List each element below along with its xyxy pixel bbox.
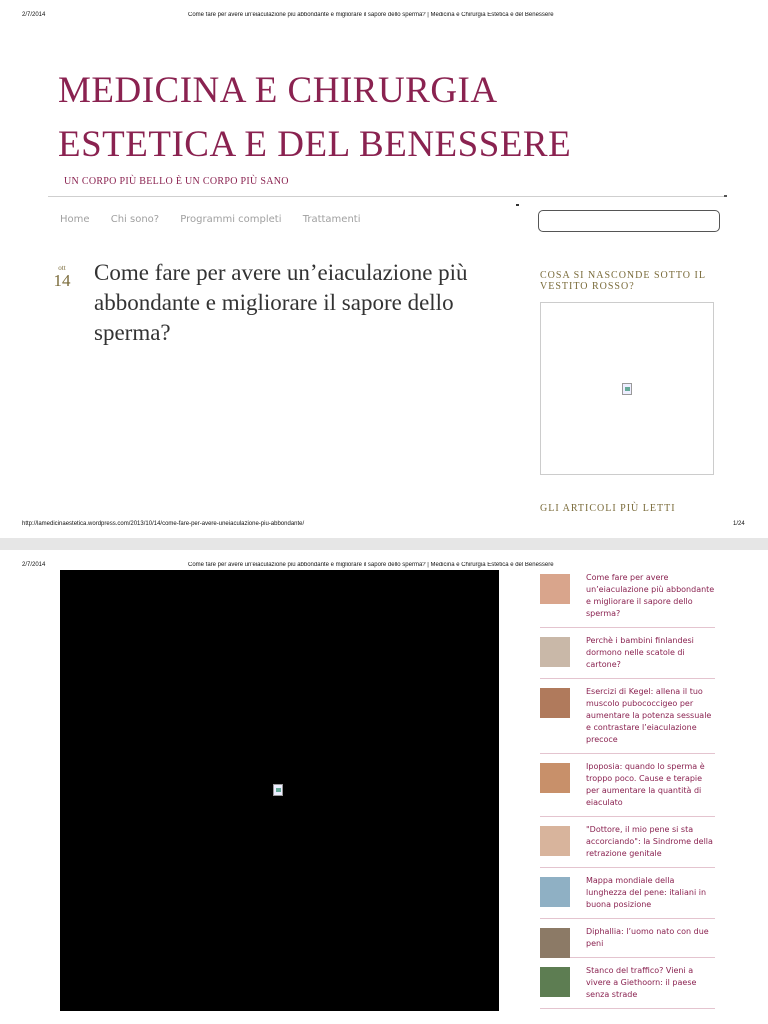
popular-item[interactable]	[540, 965, 715, 1009]
site-title-line2: ESTETICA E DEL BENESSERE	[58, 124, 572, 165]
page-gap	[0, 538, 768, 550]
print-page-number: 1/24	[733, 521, 745, 527]
print-date: 2/7/2014	[22, 562, 46, 568]
popular-item-label[interactable]: Stanco del traffico? Vieni a vivere a Giethoorn: il paese senza strade	[586, 966, 697, 999]
post-title[interactable]: Come fare per avere un’eiaculazione più abbondante e migliorare il sapore dello sperma?	[94, 260, 468, 345]
site-title-line1: MEDICINA E CHIRURGIA	[58, 70, 498, 111]
popular-item-label[interactable]: Diphallia: l’uomo nato con due peni	[586, 927, 709, 948]
popular-item-label[interactable]: Esercizi di Kegel: allena il tuo muscolo pubococcigeo per aumentare la potenza sessuale e contrastare l’eiaculazione precoce	[586, 687, 712, 744]
popular-item-label[interactable]: Ipoposia: quando lo sperma è troppo poco. Cause e terapie per aumentare la quantità di eiaculato	[586, 762, 705, 807]
video-player[interactable]	[60, 570, 499, 1011]
widget-title-articoli: GLI ARTICOLI PIÙ LETTI	[540, 503, 676, 514]
divider-dot	[724, 195, 727, 197]
popular-item[interactable]	[540, 824, 715, 868]
popular-thumb-image	[540, 763, 570, 793]
nav-dot	[516, 204, 519, 206]
popular-item-label[interactable]: Come fare per avere un’eiaculazione più abbondante e migliorare il sapore dello sperma?	[586, 573, 715, 618]
header-divider	[48, 196, 726, 197]
search-input[interactable]	[538, 210, 720, 232]
popular-item[interactable]	[540, 875, 715, 919]
popular-thumb-image	[540, 877, 570, 907]
print-date: 2/7/2014	[22, 12, 46, 18]
popular-thumb-image	[540, 688, 570, 718]
popular-thumb-image	[540, 574, 570, 604]
nav-item-chi-sono[interactable]: Chi sono?	[110, 214, 160, 225]
widget-title-vestito: COSA SI NASCONDE SOTTO IL VESTITO ROSSO?	[540, 270, 706, 292]
popular-item[interactable]	[540, 572, 715, 628]
popular-item-label[interactable]: Perchè i bambini finlandesi dormono nelle scatole di cartone?	[586, 636, 694, 669]
popular-thumb-image	[540, 637, 570, 667]
popular-item-label[interactable]: Mappa mondiale della lunghezza del pene: italiani in buona posizione	[586, 876, 707, 909]
post-date-month: ott	[58, 264, 66, 272]
popular-item[interactable]	[540, 761, 715, 817]
print-title: Come fare per avere un'eiaculazione più abbondante e migliorare il sapore dello sperma? | Medicina e Chirurgia Estetica e del Benessere	[188, 562, 554, 568]
popular-thumb-image	[540, 826, 570, 856]
nav-item-home[interactable]: Home	[60, 214, 90, 225]
popular-posts-list	[540, 572, 715, 1016]
nav-item-programmi[interactable]: Programmi completi	[180, 214, 282, 225]
site-title[interactable]	[58, 64, 618, 172]
broken-image-icon	[273, 784, 283, 796]
print-title: Come fare per avere un'eiaculazione più abbondante e migliorare il sapore dello sperma? | Medicina e Chirurgia Estetica e del Benessere	[188, 12, 554, 18]
main-nav	[60, 214, 378, 225]
nav-item-trattamenti[interactable]: Trattamenti	[302, 214, 361, 225]
popular-item[interactable]	[540, 926, 715, 958]
popular-item-label[interactable]: "Dottore, il mio pene si sta accorciando": la Sindrome della retrazione genitale	[586, 825, 713, 858]
popular-thumb-image	[540, 928, 570, 958]
widget-image-box[interactable]	[540, 302, 714, 475]
post-date-day: 14	[53, 271, 71, 290]
broken-image-icon	[622, 383, 632, 395]
pdf-page-2	[0, 550, 768, 1024]
popular-item[interactable]	[540, 686, 715, 754]
post-date	[50, 264, 74, 291]
popular-item[interactable]	[540, 635, 715, 679]
popular-thumb-image	[540, 967, 570, 997]
site-tagline: UN CORPO PIÙ BELLO È UN CORPO PIÙ SANO	[64, 176, 289, 187]
print-url: http://lamedicinaestetica.wordpress.com/2013/10/14/come-fare-per-avere-uneiaculazione-piu-abbondante/	[22, 521, 305, 527]
